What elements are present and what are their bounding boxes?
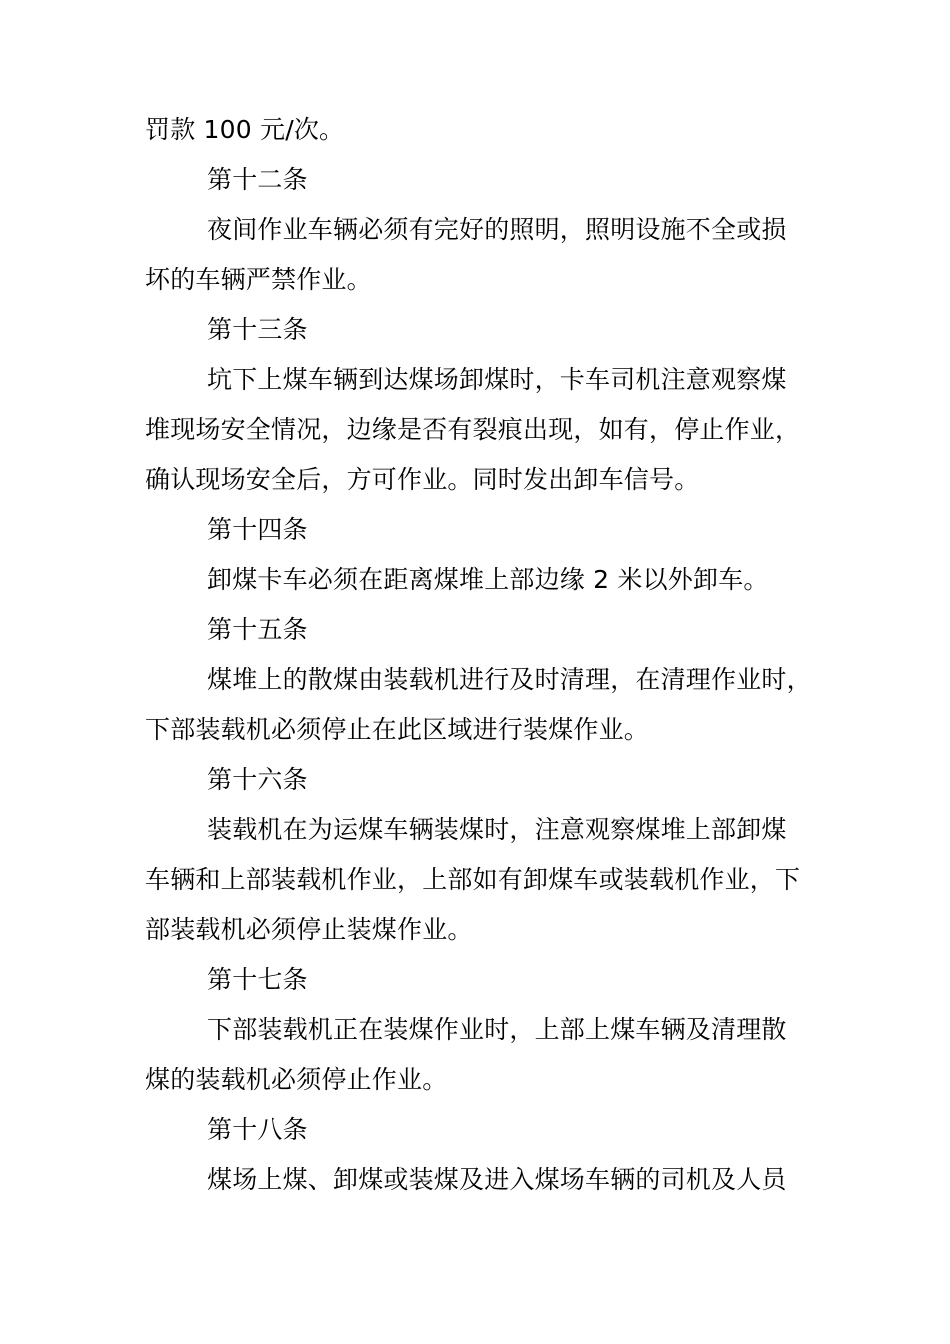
article-heading: 第十七条 [207,965,308,994]
text-line: 煤场上煤、卸煤或装煤及进入煤场车辆的司机及人员 [207,1165,787,1194]
article-heading: 第十二条 [207,165,308,194]
text-line: 下部装载机必须停止在此区域进行装煤作业。 [145,715,650,744]
article-heading: 第十八条 [207,1115,308,1144]
text-line: 部装载机必须停止装煤作业。 [145,915,473,944]
text-line: 坑下上煤车辆到达煤场卸煤时，卡车司机注意观察煤 [207,365,787,394]
text-line: 夜间作业车辆必须有完好的照明，照明设施不全或损 [207,215,787,244]
text-line: 下部装载机正在装煤作业时，上部上煤车辆及清理散 [207,1015,787,1044]
text-line: 车辆和上部装载机作业，上部如有卸煤车或装载机作业，下 [145,865,801,894]
article-heading: 第十六条 [207,765,308,794]
document-body [145,105,825,1205]
article-heading: 第十三条 [207,315,308,344]
text-line: 确认现场安全后，方可作业。同时发出卸车信号。 [145,465,700,494]
text-line: 罚款 100 元/次。 [145,115,345,144]
text-line: 装载机在为运煤车辆装煤时，注意观察煤堆上部卸煤 [207,815,787,844]
text-line: 煤堆上的散煤由装载机进行及时清理，在清理作业时， [207,665,812,694]
text-line: 坏的车辆严禁作业。 [145,265,372,294]
text-line: 堆现场安全情况，边缘是否有裂痕出现，如有，停止作业， [145,415,801,444]
text-line: 煤的装载机必须停止作业。 [145,1065,448,1094]
article-heading: 第十五条 [207,615,308,644]
article-heading: 第十四条 [207,515,308,544]
text-line: 卸煤卡车必须在距离煤堆上部边缘 2 米以外卸车。 [207,565,769,594]
